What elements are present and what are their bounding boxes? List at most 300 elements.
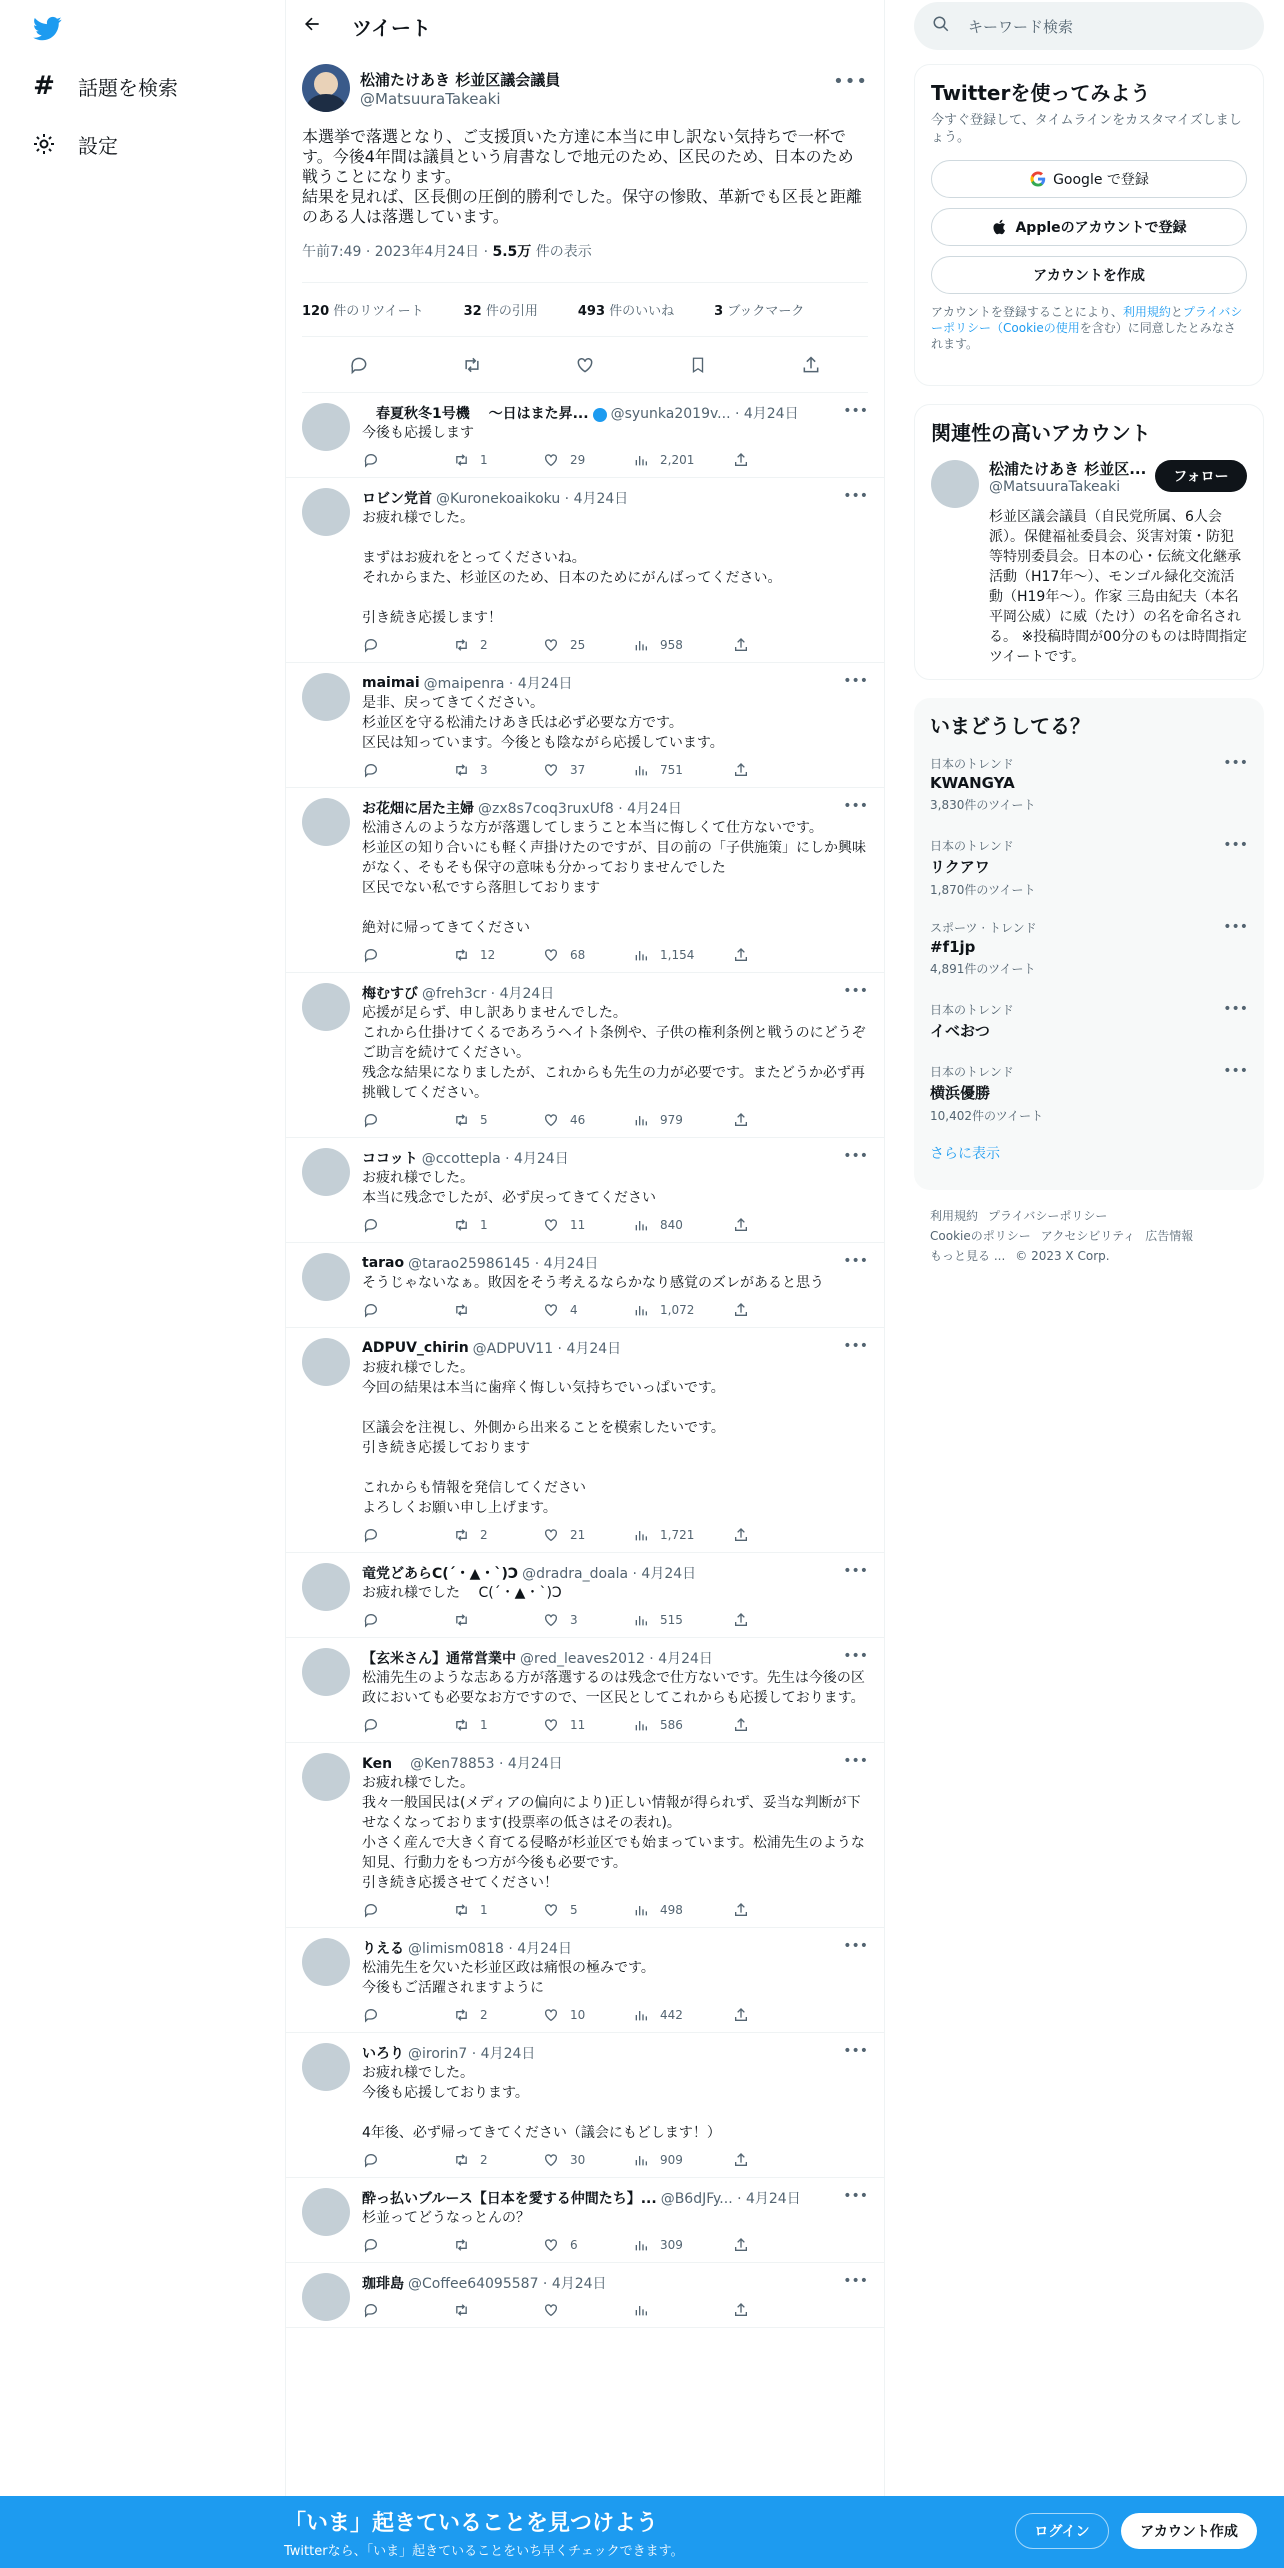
retweet-action[interactable] — [452, 2151, 542, 2169]
reply-author-name[interactable]: ロビン党首 — [362, 491, 432, 507]
create-account-label: アカウントを作成 — [1033, 268, 1145, 284]
share-action[interactable] — [732, 1216, 822, 1234]
like-action[interactable] — [542, 2301, 632, 2319]
nav-explore-label: 話題を検索 — [78, 75, 178, 100]
views-action[interactable] — [632, 1111, 732, 1129]
trend-category: スポーツ · トレンド — [930, 921, 1037, 935]
retweet-icon — [452, 2236, 470, 2254]
trend-name: #f1jp — [930, 938, 976, 956]
share-icon — [732, 1216, 750, 1234]
more-options-icon[interactable]: ••• — [1223, 755, 1248, 771]
reply-avatar[interactable] — [302, 1338, 350, 1386]
like-count: 10 — [570, 2008, 586, 2022]
trend-category: 日本のトレンド — [930, 757, 1014, 771]
reply-icon — [362, 636, 380, 654]
login-button[interactable]: ログイン — [1015, 2513, 1109, 2549]
reply-author-handle[interactable]: @Kuronekoaikoku · 4月24日 — [436, 491, 629, 507]
more-options-icon[interactable]: ••• — [843, 798, 868, 814]
trend-count: 1,870件のツイート — [930, 883, 1036, 897]
retweet-icon — [452, 1216, 470, 1234]
reply-avatar[interactable] — [302, 1938, 350, 1986]
bookmark-icon[interactable] — [687, 354, 709, 376]
trends-panel — [914, 698, 1264, 1190]
retweet-action[interactable] — [452, 1216, 542, 1234]
reply-author-handle[interactable]: @Coffee64095587 · 4月24日 — [408, 2276, 607, 2292]
views-icon — [632, 451, 650, 469]
more-options-icon[interactable]: ••• — [1223, 919, 1248, 935]
reply-avatar[interactable] — [302, 1253, 350, 1301]
like-icon — [542, 1526, 560, 1544]
reply-tweet[interactable] — [286, 1743, 884, 1928]
reply-action[interactable] — [362, 2301, 452, 2319]
views-action[interactable] — [632, 2006, 732, 2024]
back-arrow-icon[interactable] — [302, 14, 338, 40]
reply-author-name[interactable]: りえる — [362, 1941, 404, 1957]
reply-action[interactable] — [362, 1111, 452, 1129]
reply-icon — [362, 1716, 380, 1734]
related-avatar[interactable] — [931, 460, 979, 508]
share-action[interactable] — [732, 1526, 822, 1544]
like-count: 37 — [570, 763, 586, 777]
reply-tweet[interactable] — [286, 1243, 884, 1328]
share-icon — [732, 1901, 750, 1919]
retweet-count: 1 — [480, 1218, 488, 1232]
reply-action[interactable] — [362, 636, 452, 654]
views-action[interactable] — [632, 451, 732, 469]
reply-action[interactable] — [362, 1216, 452, 1234]
share-action[interactable] — [732, 451, 822, 469]
author-name[interactable]: 松浦たけあき 杉並区議会議員 — [360, 70, 561, 89]
nav-settings[interactable] — [30, 124, 118, 164]
more-options-icon[interactable]: ••• — [843, 488, 868, 504]
like-action[interactable] — [542, 451, 632, 469]
reply-action[interactable] — [362, 1301, 452, 1319]
retweet-action[interactable] — [452, 946, 542, 964]
reply-author-name[interactable]: 竜党どあらC(´・▲・`)Ɔ — [362, 1566, 519, 1582]
follow-button[interactable]: フォロー — [1155, 460, 1247, 492]
share-action[interactable] — [732, 1301, 822, 1319]
retweet-icon — [452, 2151, 470, 2169]
reply-tweet[interactable] — [286, 663, 884, 788]
like-icon — [542, 761, 560, 779]
nav-settings-label: 設定 — [78, 133, 118, 158]
trend-category: 日本のトレンド — [930, 1065, 1014, 1079]
reply-tweet[interactable] — [286, 2178, 884, 2263]
reply-tweet[interactable] — [286, 1638, 884, 1743]
views-icon — [632, 2151, 650, 2169]
trend-count: 4,891件のツイート — [930, 962, 1036, 976]
more-options-icon[interactable]: ••• — [1223, 1063, 1248, 1079]
reply-author-name[interactable]: 春夏秋冬1号機 ～日はまた昇... — [362, 406, 589, 422]
reply-author-name[interactable]: tarao — [362, 1255, 405, 1271]
more-options-icon[interactable]: ••• — [843, 1648, 868, 1664]
retweet-icon — [452, 2006, 470, 2024]
retweet-count: 3 — [480, 763, 488, 777]
views-action[interactable] — [632, 2151, 732, 2169]
like-icon — [542, 1216, 560, 1234]
more-options-icon[interactable]: ••• — [843, 2273, 868, 2289]
more-options-icon[interactable]: ••• — [843, 403, 868, 419]
share-action[interactable] — [732, 1901, 822, 1919]
reply-author-name[interactable]: 梅むすび — [362, 986, 418, 1002]
trend-item[interactable] — [914, 743, 1264, 825]
like-count: 3 — [570, 1613, 578, 1627]
apple-signup-button[interactable] — [931, 208, 1247, 246]
like-action[interactable] — [542, 1216, 632, 1234]
reply-action[interactable] — [362, 451, 452, 469]
search-input[interactable]: キーワード検索 — [968, 17, 1074, 36]
reply-avatar[interactable] — [302, 1648, 350, 1696]
trend-item[interactable] — [914, 825, 1264, 907]
reply-action[interactable] — [362, 2006, 452, 2024]
like-action[interactable] — [542, 2151, 632, 2169]
reply-avatar[interactable] — [302, 1753, 350, 1801]
reply-avatar[interactable] — [302, 2188, 350, 2236]
reply-avatar[interactable] — [302, 673, 350, 721]
footer-accessibility[interactable]: アクセシビリティ — [1040, 1229, 1136, 1243]
views-count: 586 — [660, 1718, 683, 1732]
reply-text: 松浦先生のような志ある方が落選するのは残念で仕方ないです。先生は今後の区政においても必要なお方ですので、一区民としてこれからも応援しております。 — [362, 1670, 865, 1706]
share-action[interactable] — [732, 636, 822, 654]
share-action[interactable] — [732, 2006, 822, 2024]
share-icon — [732, 2006, 750, 2024]
reply-author-handle[interactable]: @Ken78853 · 4月24日 — [410, 1756, 563, 1772]
trend-item[interactable] — [914, 907, 1264, 989]
footer-terms[interactable]: 利用規約 — [930, 1209, 979, 1223]
share-action[interactable] — [732, 2151, 822, 2169]
retweet-action[interactable] — [452, 2006, 542, 2024]
reply-author-name[interactable]: 【玄米さん】通常営業中 — [362, 1651, 516, 1667]
reply-author-handle[interactable]: @limism0818 · 4月24日 — [408, 1941, 572, 1957]
retweet-icon — [452, 1111, 470, 1129]
reply-author-name[interactable]: ココット — [362, 1151, 418, 1167]
reply-author-handle[interactable]: @red_leaves2012 · 4月24日 — [520, 1651, 713, 1667]
reply-avatar[interactable] — [302, 403, 350, 451]
views-icon — [632, 761, 650, 779]
terms-text-3: を含む）に同意したとみなされます。 — [931, 321, 1236, 351]
search-box[interactable] — [914, 2, 1264, 50]
trend-count: 3,830件のツイート — [930, 798, 1036, 812]
more-options-icon[interactable]: ••• — [843, 1563, 868, 1579]
quotes-stat[interactable] — [464, 300, 558, 319]
create-account-button[interactable] — [931, 256, 1247, 294]
reply-tweet[interactable] — [286, 2263, 884, 2328]
apple-icon — [991, 218, 1009, 236]
share-icon — [732, 761, 750, 779]
more-options-icon[interactable]: ••• — [833, 71, 868, 92]
views-action[interactable] — [632, 761, 732, 779]
reply-author-handle[interactable]: @irorin7 · 4月24日 — [408, 2046, 536, 2062]
likes-count: 493 — [577, 304, 605, 319]
reply-text: お疲れ様でした。 まずはお疲れをとってくださいね。 それからまた、杉並区のため、日本のためにがんばってください。 引き続き応援します！ — [362, 510, 782, 626]
retweet-count: 2 — [480, 638, 488, 652]
reply-action[interactable] — [362, 946, 452, 964]
share-icon[interactable] — [800, 354, 822, 376]
bottom-bar-title: 「いま」起きていることを見つけよう — [284, 2511, 659, 2536]
reply-action[interactable] — [362, 1526, 452, 1544]
related-handle[interactable]: @MatsuuraTakeaki — [989, 479, 1121, 495]
views-icon — [632, 1301, 650, 1319]
more-options-icon[interactable]: ••• — [843, 1148, 868, 1164]
views-action[interactable] — [632, 946, 732, 964]
trend-item[interactable] — [914, 989, 1264, 1051]
terms-link[interactable]: 利用規約 — [1122, 305, 1171, 319]
retweet-icon — [452, 1716, 470, 1734]
reply-author-name[interactable]: ADPUV_chirin — [362, 1340, 469, 1356]
views-action[interactable] — [632, 2301, 732, 2319]
trend-item[interactable] — [914, 1051, 1264, 1133]
reply-icon — [362, 451, 380, 469]
retweet-action[interactable] — [452, 636, 542, 654]
views-action[interactable] — [632, 1301, 732, 1319]
reply-avatar[interactable] — [302, 488, 350, 536]
like-action[interactable] — [542, 636, 632, 654]
retweet-icon[interactable] — [461, 354, 483, 376]
like-action[interactable] — [542, 1611, 632, 1629]
reply-author-handle[interactable]: @syunka2019v... · 4月24日 — [610, 406, 799, 422]
reply-author-handle[interactable]: @dradra_doala · 4月24日 — [522, 1566, 697, 1582]
trend-name: 横浜優勝 — [930, 1084, 991, 1102]
reply-tweet[interactable] — [286, 478, 884, 663]
reply-avatar[interactable] — [302, 1148, 350, 1196]
retweet-action[interactable] — [452, 2301, 542, 2319]
reply-author-name[interactable]: いろり — [362, 2046, 404, 2062]
like-icon — [542, 451, 560, 469]
likes-stat[interactable] — [578, 300, 694, 319]
related-bio: 杉並区議会議員（自民党所属、6人会派）。保健福祉委員会、災害対策・防犯等特別委員会。日本の心・伝統文化継承活動（H17年～）、モンゴル緑化交流活動（H19年～）。作家 三島由紀夫（本名 平岡公威）に威（たけ）の名を命名される。 ※投稿時間が00分のものは時間指定ツイートです。 — [989, 509, 1247, 665]
reply-author-handle[interactable]: @maipenra · 4月24日 — [423, 676, 573, 692]
reply-icon[interactable] — [348, 354, 370, 376]
reply-tweet[interactable] — [286, 1928, 884, 2033]
reply-tweet[interactable] — [286, 1138, 884, 1243]
reply-text: 杉並ってどうなっとんの？ — [362, 2210, 530, 2226]
reply-author-name[interactable]: 珈琲島 — [362, 2276, 404, 2292]
views-action[interactable] — [632, 2236, 732, 2254]
reply-text: お疲れ様でした。 我々一般国民は(メディアの偏向により)正しい情報が得られず、妥当な判断が下せなくなっております(投票率の低さはその表れ)。 小さく産んで大きく育てる侵略が杉並区でも始まっています。松浦先生のような知見、行動力をもつ方が今後も必要です。 引き続き応援させてください！ — [362, 1775, 865, 1891]
footer-more[interactable]: もっと見る ... — [930, 1249, 1006, 1263]
retweet-action[interactable] — [452, 1301, 542, 1319]
reply-tweet[interactable] — [286, 393, 884, 478]
reply-author-handle[interactable]: @tarao25986145 · 4月24日 — [408, 1256, 599, 1272]
reply-author-name[interactable]: maimai — [362, 675, 420, 691]
views-action[interactable] — [632, 636, 732, 654]
share-icon — [732, 451, 750, 469]
quotes-count: 32 — [463, 304, 482, 319]
reply-author-handle[interactable]: @zx8s7coq3ruxUf8 · 4月24日 — [478, 801, 682, 817]
like-icon[interactable] — [574, 354, 596, 376]
more-options-icon[interactable]: ••• — [1223, 837, 1248, 853]
author-handle[interactable]: @MatsuuraTakeaki — [360, 89, 501, 108]
tweet-time[interactable]: 午前7:49 · 2023年4月24日 · — [302, 244, 493, 260]
views-count: 1,072 — [660, 1303, 695, 1317]
reply-text: お疲れ様でした。 今回の結果は本当に歯痒く悔しい気持ちでいっぱいです。 区議会を注視し、外側から出来ることを模索したいです。 引き続き応援しております これからも情報を発信してください よろしくお願い申し上げます。 — [362, 1360, 725, 1516]
reply-author-handle[interactable]: @freh3cr · 4月24日 — [422, 986, 555, 1002]
retweet-action[interactable] — [452, 2236, 542, 2254]
quotes-label: 件の引用 — [481, 304, 538, 319]
more-options-icon[interactable]: ••• — [843, 1253, 868, 1269]
views-count: 979 — [660, 1113, 683, 1127]
like-action[interactable] — [542, 1301, 632, 1319]
retweet-count: 1 — [480, 1718, 488, 1732]
reply-tweet[interactable] — [286, 788, 884, 973]
share-action[interactable] — [732, 1716, 822, 1734]
views-icon — [632, 1716, 650, 1734]
google-signup-button[interactable] — [931, 160, 1247, 198]
bottom-bar-subtitle: Twitterなら、「いま」起きていることをいち早くチェックできます。 — [284, 2544, 684, 2559]
privacy-link[interactable]: プライバシーポリシー（Cookieの使用 — [931, 305, 1243, 335]
more-options-icon[interactable]: ••• — [843, 673, 868, 689]
share-action[interactable] — [732, 2301, 822, 2319]
reply-avatar[interactable] — [302, 2273, 350, 2321]
retweet-action[interactable] — [452, 761, 542, 779]
footer-copyright: © 2023 X Corp. — [1015, 1249, 1110, 1263]
reply-action[interactable] — [362, 1901, 452, 1919]
views-icon — [632, 1216, 650, 1234]
retweet-action[interactable] — [452, 1526, 542, 1544]
retweet-icon — [452, 1301, 470, 1319]
retweet-action[interactable] — [452, 1901, 542, 1919]
share-icon — [732, 1611, 750, 1629]
left-nav — [0, 0, 285, 2568]
views-count: 751 — [660, 763, 683, 777]
trend-count: 10,402件のツイート — [930, 1109, 1044, 1123]
retweet-action[interactable] — [452, 1716, 542, 1734]
like-count: 4 — [570, 1303, 578, 1317]
apple-signup-label: Appleのアカウントで登録 — [1015, 220, 1187, 236]
more-options-icon[interactable]: ••• — [843, 1338, 868, 1354]
retweet-icon — [452, 1611, 470, 1629]
views-action[interactable] — [632, 1526, 732, 1544]
like-action[interactable] — [542, 1901, 632, 1919]
reply-list — [286, 393, 884, 2328]
share-icon — [732, 1526, 750, 1544]
google-icon — [1029, 170, 1047, 188]
reply-avatar[interactable] — [302, 798, 350, 846]
trends-title: いまどうしてる？ — [930, 714, 1090, 738]
more-options-icon[interactable]: ••• — [1223, 1001, 1248, 1017]
reply-avatar[interactable] — [302, 983, 350, 1031]
like-action[interactable] — [542, 761, 632, 779]
retweet-action[interactable] — [452, 451, 542, 469]
nav-explore[interactable] — [30, 66, 178, 106]
share-icon — [732, 946, 750, 964]
footer-cookie[interactable]: Cookieのポリシー — [930, 1229, 1031, 1243]
share-action[interactable] — [732, 1611, 822, 1629]
show-more-link[interactable]: さらに表示 — [930, 1146, 1000, 1162]
reply-author-handle[interactable]: @ccottepla · 4月24日 — [421, 1151, 569, 1167]
share-action[interactable] — [732, 946, 822, 964]
share-action[interactable] — [732, 761, 822, 779]
views-count: 515 — [660, 1613, 683, 1627]
twitter-bird-logo[interactable] — [30, 14, 64, 44]
reply-action[interactable] — [362, 2151, 452, 2169]
retweet-action[interactable] — [452, 1611, 542, 1629]
views-icon — [632, 1611, 650, 1629]
reply-author-name[interactable]: 酔っ払いブルース【日本を愛する仲間たち】... — [362, 2191, 657, 2207]
footer-links — [930, 1206, 1203, 1266]
footer-ads[interactable]: 広告情報 — [1145, 1229, 1194, 1243]
like-action[interactable] — [542, 2236, 632, 2254]
views-action[interactable] — [632, 1716, 732, 1734]
like-icon — [542, 2006, 560, 2024]
reply-text: お疲れ様でした C(´・▲・`)Ɔ — [362, 1585, 562, 1601]
reply-action[interactable] — [362, 1716, 452, 1734]
views-action[interactable] — [632, 1611, 732, 1629]
views-count: 442 — [660, 2008, 683, 2022]
like-icon — [542, 946, 560, 964]
related-account[interactable] — [915, 446, 1263, 679]
author-avatar[interactable] — [302, 64, 350, 112]
reply-tweet[interactable] — [286, 2033, 884, 2178]
views-action[interactable] — [632, 1216, 732, 1234]
signup-button[interactable]: アカウント作成 — [1121, 2513, 1257, 2549]
like-action[interactable] — [542, 2006, 632, 2024]
views-icon — [632, 636, 650, 654]
reply-author-handle[interactable]: @B6dJFy... · 4月24日 — [660, 2191, 801, 2207]
reply-tweet[interactable] — [286, 973, 884, 1138]
retweet-action[interactable] — [452, 1111, 542, 1129]
reply-avatar[interactable] — [302, 2043, 350, 2091]
views-action[interactable] — [632, 1901, 732, 1919]
reply-text: そうじゃないなぁ。敗因をそう考えるならかなり感覚のズレがあると思う — [362, 1275, 824, 1291]
views-icon — [632, 946, 650, 964]
reply-avatar[interactable] — [302, 1563, 350, 1611]
more-options-icon[interactable]: ••• — [843, 1753, 868, 1769]
views-count: 2,201 — [660, 453, 695, 467]
tweet-views-label: 件の表示 — [531, 244, 592, 260]
like-action[interactable] — [542, 1716, 632, 1734]
tweet-column — [285, 0, 885, 2568]
reply-text: 応援が足らず、申し訳ありませんでした。 これから仕掛けてくるであろうヘイト条例や、子供の権利条例と戦うのにどうぞご助言を続けてください。 残念な結果になりましたが、これからも先生の力が必要です。またどうか必ず再挑戦してください。 — [362, 1005, 866, 1101]
like-action[interactable] — [542, 1111, 632, 1129]
terms-text-1: アカウントを登録することにより、 — [931, 305, 1123, 319]
reply-tweet[interactable] — [286, 1553, 884, 1638]
retweets-stat[interactable] — [302, 300, 444, 319]
reply-tweet[interactable] — [286, 1328, 884, 1553]
reply-action[interactable] — [362, 761, 452, 779]
reply-icon — [362, 2006, 380, 2024]
like-action[interactable] — [542, 1526, 632, 1544]
reply-author-name[interactable]: Ken — [362, 1756, 407, 1772]
share-action[interactable] — [732, 1111, 822, 1129]
like-icon — [542, 1716, 560, 1734]
more-options-icon[interactable]: ••• — [843, 1938, 868, 1954]
bookmarks-stat[interactable] — [714, 300, 824, 319]
reply-text: 是非、戻ってきてください。 杉並区を守る松浦たけあき氏は必ず必要な方です。 区民は知っています。今後とも陰ながら応援しています。 — [362, 695, 724, 751]
retweet-count: 5 — [480, 1113, 488, 1127]
share-icon — [732, 1301, 750, 1319]
reply-author-handle[interactable]: @ADPUV11 · 4月24日 — [472, 1341, 622, 1357]
like-count: 21 — [570, 1528, 586, 1542]
footer-privacy[interactable]: プライバシーポリシー — [988, 1209, 1108, 1223]
tweet-views-count: 5.5万 — [492, 244, 532, 260]
like-icon — [542, 2301, 560, 2319]
reply-action[interactable] — [362, 1611, 452, 1629]
reply-icon — [362, 1216, 380, 1234]
reply-author-name[interactable]: お花畑に居た主婦 — [362, 801, 474, 817]
reply-icon — [362, 946, 380, 964]
reply-action[interactable] — [362, 2236, 452, 2254]
tweet-stats — [302, 283, 868, 337]
more-options-icon[interactable]: ••• — [843, 2188, 868, 2204]
share-action[interactable] — [732, 2236, 822, 2254]
retweet-icon — [452, 451, 470, 469]
related-name[interactable]: 松浦たけあき 杉並区... — [989, 460, 1147, 478]
like-action[interactable] — [542, 946, 632, 964]
more-options-icon[interactable]: ••• — [843, 983, 868, 999]
retweet-icon — [452, 636, 470, 654]
more-options-icon[interactable]: ••• — [843, 2043, 868, 2059]
